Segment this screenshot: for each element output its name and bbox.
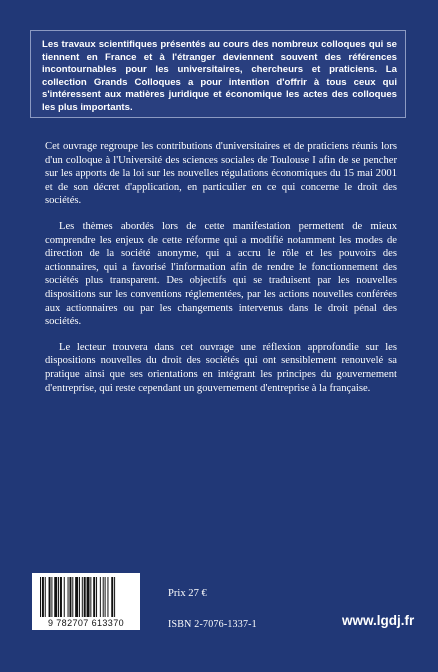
collection-description-text: Les travaux scientifiques présentés au cours des nombreux colloques qui se tiennent en France et à l'étranger deviennent souvent des références incontournables pour les universitaires, chercheurs et praticiens. La collection Grands Colloques a pour intention d'offrir à tous ceux qui s'intéressent aux matières juridique et économique les actes des colloques les plus importants. <box>42 39 397 113</box>
summary-paragraph-3: Le lecteur trouvera dans cet ouvrage une réflexion approfondie sur les dispositions nouvelles du droit des sociétés qui ont sensiblement renouvelé sa pratique ainsi que ses orientations en intégrant les principes du gouvernement d'entreprise, qui reste cependant un gouvernement d'entreprise à la française. <box>45 341 397 394</box>
isbn-label: ISBN 2-7076-1337-1 <box>168 619 257 630</box>
price-label: Prix 27 € <box>168 588 207 599</box>
barcode-number: 9 782707 613370 <box>32 617 140 630</box>
barcode-bars <box>32 573 140 619</box>
summary-paragraph-1: Cet ouvrage regroupe les contributions d'universitaires et de praticiens réunis lors d'un colloque à l'Université des sciences sociales de Toulouse I afin de se pencher sur les apports de la loi sur les nouvelles régulations économiques du 15 mai 2001 et de son décret d'application, en particulier en ce qui concerne le droit des sociétés. <box>45 141 397 207</box>
publisher-website: www.lgdj.fr <box>342 613 415 628</box>
summary-paragraph-2: Les thèmes abordés lors de cette manifestation permettent de mieux comprendre les enjeux de cette réforme qui a modifié notamment les modes de direction de la société anonyme, qui a accru le rôle et les pouvoirs des actionnaires, qui a favorisé l'information afin de rendre le fonctionnement des sociétés plus transparent. Des objectifs qui se traduisent par les nouvelles dispositions sur les conventions réglementées, par les actions nouvelles conférées aux actionnaires ou par les changements intervenus dans le droit pénal des sociétés. <box>45 220 397 328</box>
collection-description-box <box>30 30 406 118</box>
book-summary <box>45 140 397 407</box>
